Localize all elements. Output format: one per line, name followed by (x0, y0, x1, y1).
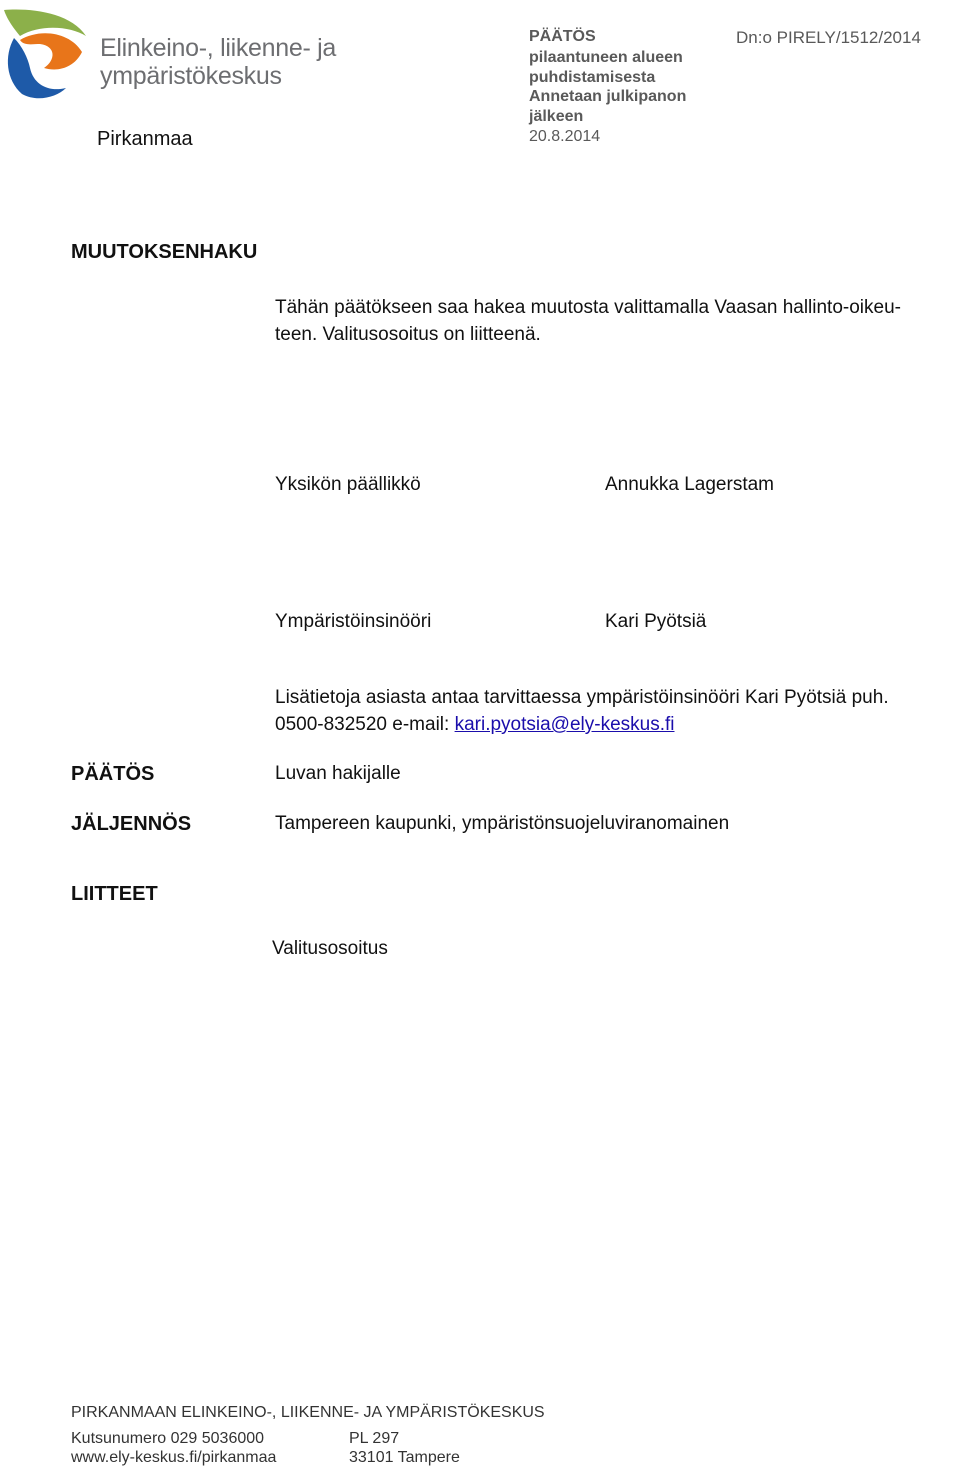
subject-line: pilaantuneen alueen (529, 49, 683, 66)
signer-name: Annukka Lagerstam (605, 474, 774, 495)
attachment-item: Valitusosoitus (272, 938, 388, 959)
document-date: 20.8.2014 (529, 128, 601, 145)
subject-line: jälkeen (529, 107, 584, 125)
decision-label: PÄÄTÖS (71, 763, 155, 785)
contact-line: Lisätietoja asiasta antaa tarvittaessa ympäristöinsinööri Kari Pyötsiä puh. (275, 687, 889, 708)
contact-line (275, 711, 955, 738)
unit-name: Pirkanmaa (97, 128, 193, 150)
email-link[interactable]: kari.pyotsia@ely-keskus.fi (454, 714, 675, 735)
ely-logo-emblem-icon (0, 6, 92, 102)
document-type: PÄÄTÖS (529, 28, 596, 45)
diary-number: Dn:o PIRELY/1512/2014 (736, 28, 921, 47)
ely-logo (0, 6, 360, 102)
footer-postal: 33101 Tampere (349, 1449, 460, 1466)
appeal-text-line: teen. Valitusosoitus on liitteenä. (275, 324, 541, 345)
subject-line: puhdistamisesta (529, 68, 656, 86)
document-subject (529, 48, 729, 126)
copy-label: JÄLJENNÖS (71, 813, 192, 835)
footer-phone: Kutsunumero 029 5036000 (71, 1430, 265, 1447)
subject-line: Annetaan julkipanon (529, 88, 687, 106)
copy-recipient: Tampereen kaupunki, ympäristönsuojeluviranomainen (275, 813, 730, 834)
footer-po-box: PL 297 (349, 1430, 400, 1447)
attachments-heading: LIITTEET (71, 883, 158, 905)
footer-web: www.ely-keskus.fi/pirkanmaa (71, 1449, 277, 1466)
signer-name: Kari Pyötsiä (605, 611, 707, 632)
signer-title: Ympäristöinsinööri (275, 611, 432, 632)
org-name-line1: Elinkeino-, liikenne- ja (100, 34, 336, 62)
appeal-text-line: Tähän päätökseen saa hakea muutosta valittamalla Vaasan hallinto-oikeu- (275, 297, 901, 318)
contact-phone: 0500-832520 e-mail: (275, 714, 455, 735)
footer-org: PIRKANMAAN ELINKEINO-, LIIKENNE- JA YMPÄRISTÖKESKUS (71, 1404, 545, 1421)
appeal-text (275, 294, 955, 348)
decision-recipient: Luvan hakijalle (275, 763, 401, 784)
signer-title: Yksikön päällikkö (275, 474, 421, 495)
contact-info (275, 684, 955, 738)
appeal-heading: MUUTOKSENHAKU (71, 241, 258, 263)
org-name-line2: ympäristökeskus (100, 62, 282, 90)
